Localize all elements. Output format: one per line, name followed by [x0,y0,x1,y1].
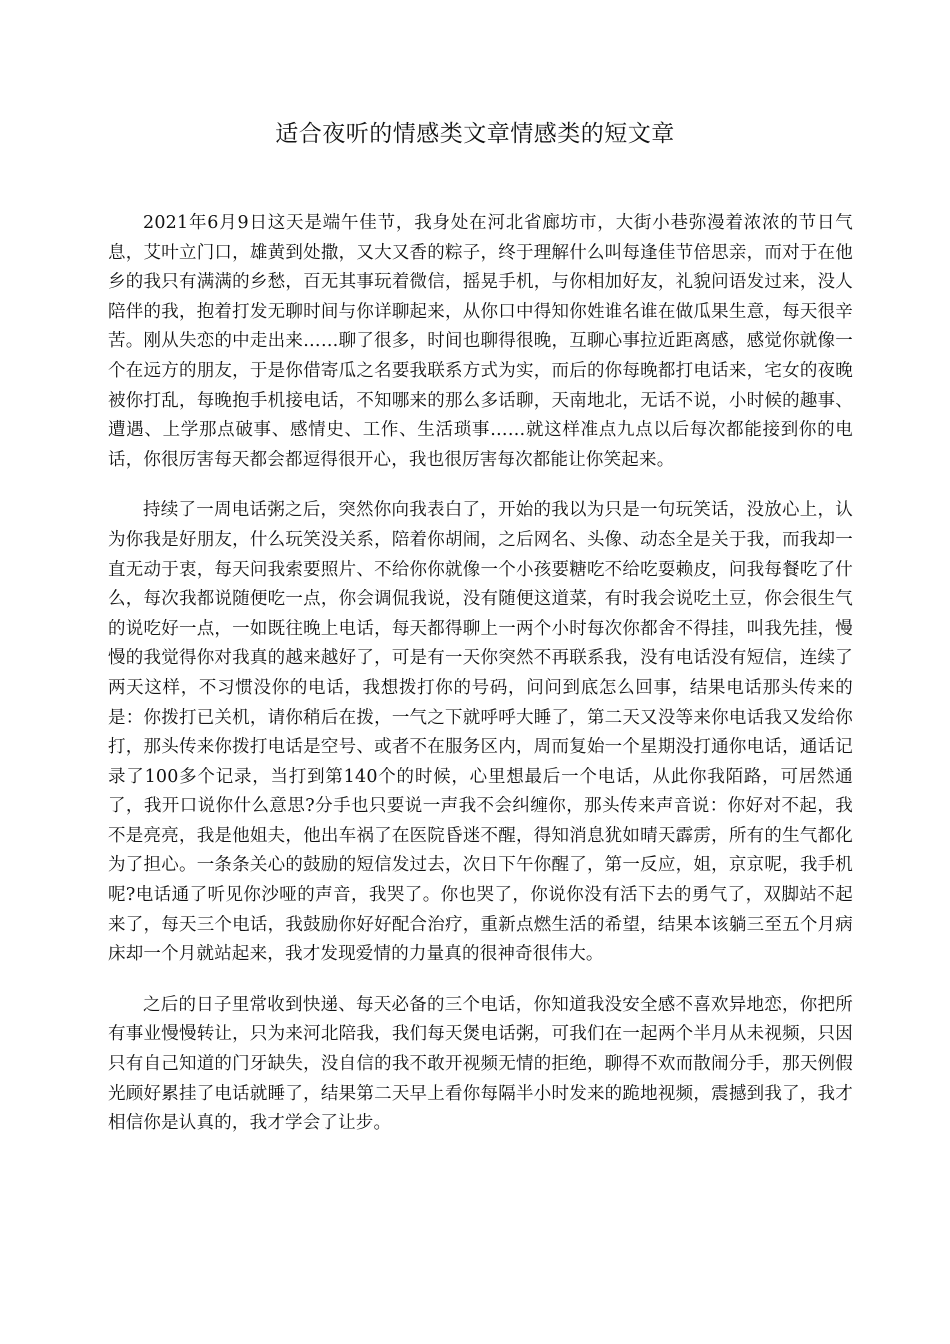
document-body [108,209,853,1160]
paragraph-3: 之后的日子里常收到快递、每天必备的三个电话，你知道我没安全感不喜欢异地恋，你把所有事业慢慢转让，只为来河北陪我，我们每天煲电话粥，可我们在一起两个半月从未视频，只因只有自己知道的门牙缺失，没自信的我不敢开视频无情的拒绝，聊得不欢而散闹分手，那天例假光顾好累挂了电话就睡了，结果第二天早上看你每隔半小时发来的跪地视频，震撼到我了，我才相信你是认真的，我才学会了让步。 [108,994,853,1134]
paragraph-2: 持续了一周电话粥之后，突然你向我表白了，开始的我以为只是一句玩笑话，没放心上，认为你我是好朋友，什么玩笑没关系，陪着你胡闹，之后网名、头像、动态全是关于我，而我却一直无动于衷，每天问我索要照片、不给你你就像一个小孩要糖吃不给吃耍赖皮，问我每餐吃了什么，每次我都说随便吃一点，你会调侃我说，没有随便这道菜，有时我会说吃土豆，你会很生气的说吃好一点，一如既往晚上电话，每天都得聊上一两个小时每次你都舍不得挂，叫我先挂，慢慢的我觉得你对我真的越来越好了，可是有一天你突然不再联系我，没有电话没有短信，连续了两天这样，不习惯没你的电话，我想拨打你的号码，问问到底怎么回事，结果电话那头传来的是：你拨打已关机，请你稍后在拨，一气之下就呼呼大睡了，第二天又没等来你电话我又发给你打，那头传来你拨打电话是空号、或者不在服务区内，周而复始一个星期没打通你电话，通话记录了100多个记录，当打到第140个的时候，心里想最后一个电话，从此你我陌路，可居然通了，我开口说你什么意思?分手也只要说一声我不会纠缠你，那头传来声音说：你好对不起，我不是亮亮，我是他姐夫，他出车祸了在医院昏迷不醒，得知消息犹如晴天霹雳，所有的生气都化为了担心。一条条关心的鼓励的短信发过去，次日下午你醒了，第一反应，姐，京京呢，我手机呢?电话通了听见你沙哑的声音，我哭了。你也哭了，你说你没有活下去的勇气了，双脚站不起来了，每天三个电话，我鼓励你好好配合治疗，重新点燃生活的希望，结果本该躺三至五个月病床却一个月就站起来，我才发现爱情的力量真的很神奇很伟大。 [108,500,853,965]
paragraph-1: 2021年6月9日这天是端午佳节，我身处在河北省廊坊市，大街小巷弥漫着浓浓的节日气息，艾叶立门口，雄黄到处撒，又大又香的粽子，终于理解什么叫每逢佳节倍思亲，而对于在他乡的我只有满满的乡愁，百无其事玩着微信，摇晃手机，与你相加好友，礼貌问语发过来，没人陪伴的我，抱着打发无聊时间与你详聊起来，从你口中得知你姓谁名谁在做瓜果生意，每天很辛苦。刚从失恋的中走出来……聊了很多，时间也聊得很晚，互聊心事拉近距离感，感觉你就像一个在远方的朋友，于是你借寄瓜之名要我联系方式为实，而后的你每晚都打电话来，宅女的夜晚被你打乱，每晚抱手机接电话，不知哪来的那么多话聊，天南地北，无话不说，小时候的趣事、遭遇、上学那点破事、感情史、工作、生活琐事……就这样准点九点以后每次都能接到你的电话，你很厉害每天都会都逗得很开心，我也很厉害每次都能让你笑起来。 [108,213,853,470]
document-title: 适合夜听的情感类文章情感类的短文章 [275,121,675,147]
